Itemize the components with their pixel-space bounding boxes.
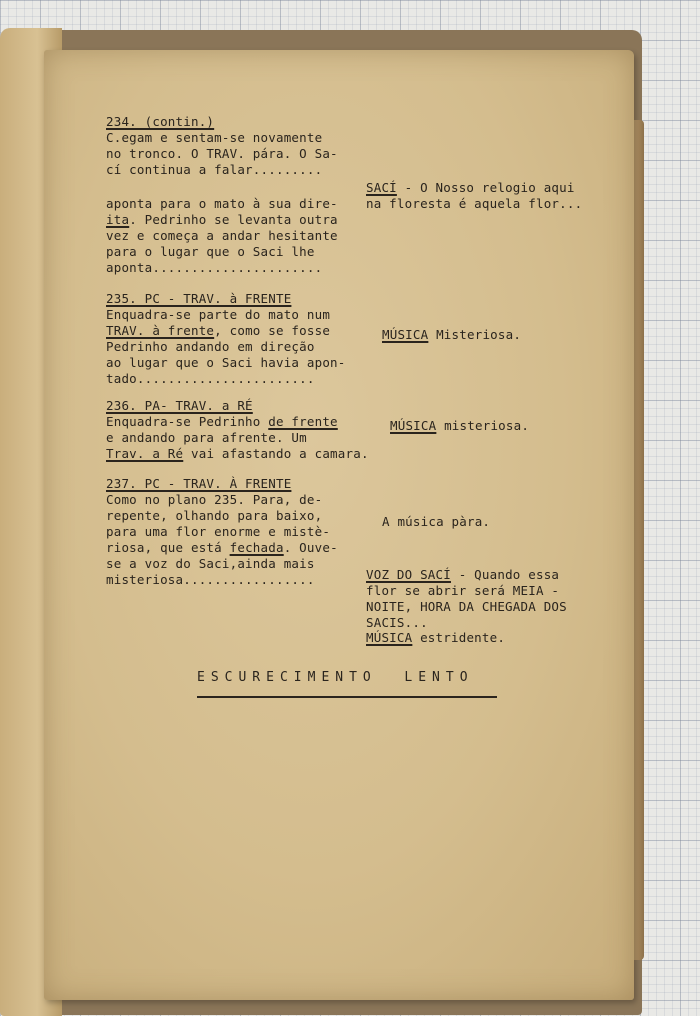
cue-text: - Quando essa <box>450 567 560 582</box>
script-line: no tronco. O TRAV. pára. O Sa- <box>106 146 338 161</box>
script-line: misteriosa................. <box>106 572 315 587</box>
script-text: Enquadra-se Pedrinho <box>106 414 269 429</box>
underlined-text: fechada <box>229 540 284 555</box>
script-line: se a voz do Saci,ainda mais <box>106 556 315 571</box>
script-line: aponta para o mato à sua dire- <box>106 196 338 211</box>
music-cue <box>382 327 521 343</box>
fade-out-direction: ESCURECIMENTO LENTO <box>197 670 474 685</box>
cue-text: Misteriosa. <box>428 327 522 342</box>
script-text: riosa, que está <box>106 540 230 555</box>
music-label: MÚSICA <box>382 327 429 342</box>
character-name: SACÍ <box>366 180 397 195</box>
audio-cue-voz-do-saci <box>366 567 559 583</box>
script-line: C.egam e sentam-se novamente <box>106 130 323 145</box>
script-text: . Ouve- <box>283 540 338 555</box>
script-line <box>106 446 369 462</box>
script-line: cí continua a falar......... <box>106 162 323 177</box>
script-line: vez e começa a andar hesitante <box>106 228 338 243</box>
scene-heading-235: 235. PC - TRAV. à FRENTE <box>106 291 292 306</box>
script-line: aponta...................... <box>106 260 323 275</box>
script-line <box>106 212 338 228</box>
script-line: ao lugar que o Saci havia apon- <box>106 355 346 370</box>
script-line: Pedrinho andando em direção <box>106 339 315 354</box>
script-line: e andando para afrente. Um <box>106 430 307 445</box>
script-line: para o lugar que o Saci lhe <box>106 244 315 259</box>
music-cue: A música pàra. <box>382 514 491 529</box>
underlined-text: ita <box>106 212 130 227</box>
scene-heading-236: 236. PA- TRAV. a RÉ <box>106 398 253 413</box>
cue-text: - O Nosso relogio aqui <box>396 180 575 195</box>
audio-cue-saci <box>366 180 575 196</box>
script-text: . Pedrinho se levanta outra <box>129 212 338 227</box>
music-cue <box>366 630 505 646</box>
script-line: Enquadra-se parte do mato num <box>106 307 331 322</box>
character-name: VOZ DO SACÍ <box>366 567 451 582</box>
music-label: MÚSICA <box>366 630 413 645</box>
underlined-text: TRAV. à frente <box>106 323 215 338</box>
script-line: repente, olhando para baixo, <box>106 508 323 523</box>
script-line: Como no plano 235. Para, de- <box>106 492 323 507</box>
underlined-text: Trav. a Ré <box>106 446 184 461</box>
cue-text: estridente. <box>412 630 506 645</box>
music-label: MÚSICA <box>390 418 437 433</box>
footer-rule <box>197 696 497 698</box>
script-text: vai afastando a camara. <box>183 446 369 461</box>
script-line <box>106 414 338 430</box>
audio-cue-line: SACIS... <box>366 615 428 630</box>
music-cue <box>390 418 529 434</box>
scene-heading-234: 234. (contin.) <box>106 114 215 129</box>
audio-cue-line: na floresta é aquela flor... <box>366 196 583 211</box>
script-line <box>106 540 338 556</box>
script-line: tado....................... <box>106 371 315 386</box>
underlined-text: de frente <box>268 414 338 429</box>
scene-heading-237: 237. PC - TRAV. À FRENTE <box>106 476 292 491</box>
audio-cue-line: NOITE, HORA DA CHEGADA DOS <box>366 599 567 614</box>
script-line: para uma flor enorme e mistè- <box>106 524 331 539</box>
cue-text: misteriosa. <box>436 418 530 433</box>
script-line <box>106 323 330 339</box>
script-text: , como se fosse <box>214 323 331 338</box>
audio-cue-line: flor se abrir será MEIA - <box>366 583 560 598</box>
